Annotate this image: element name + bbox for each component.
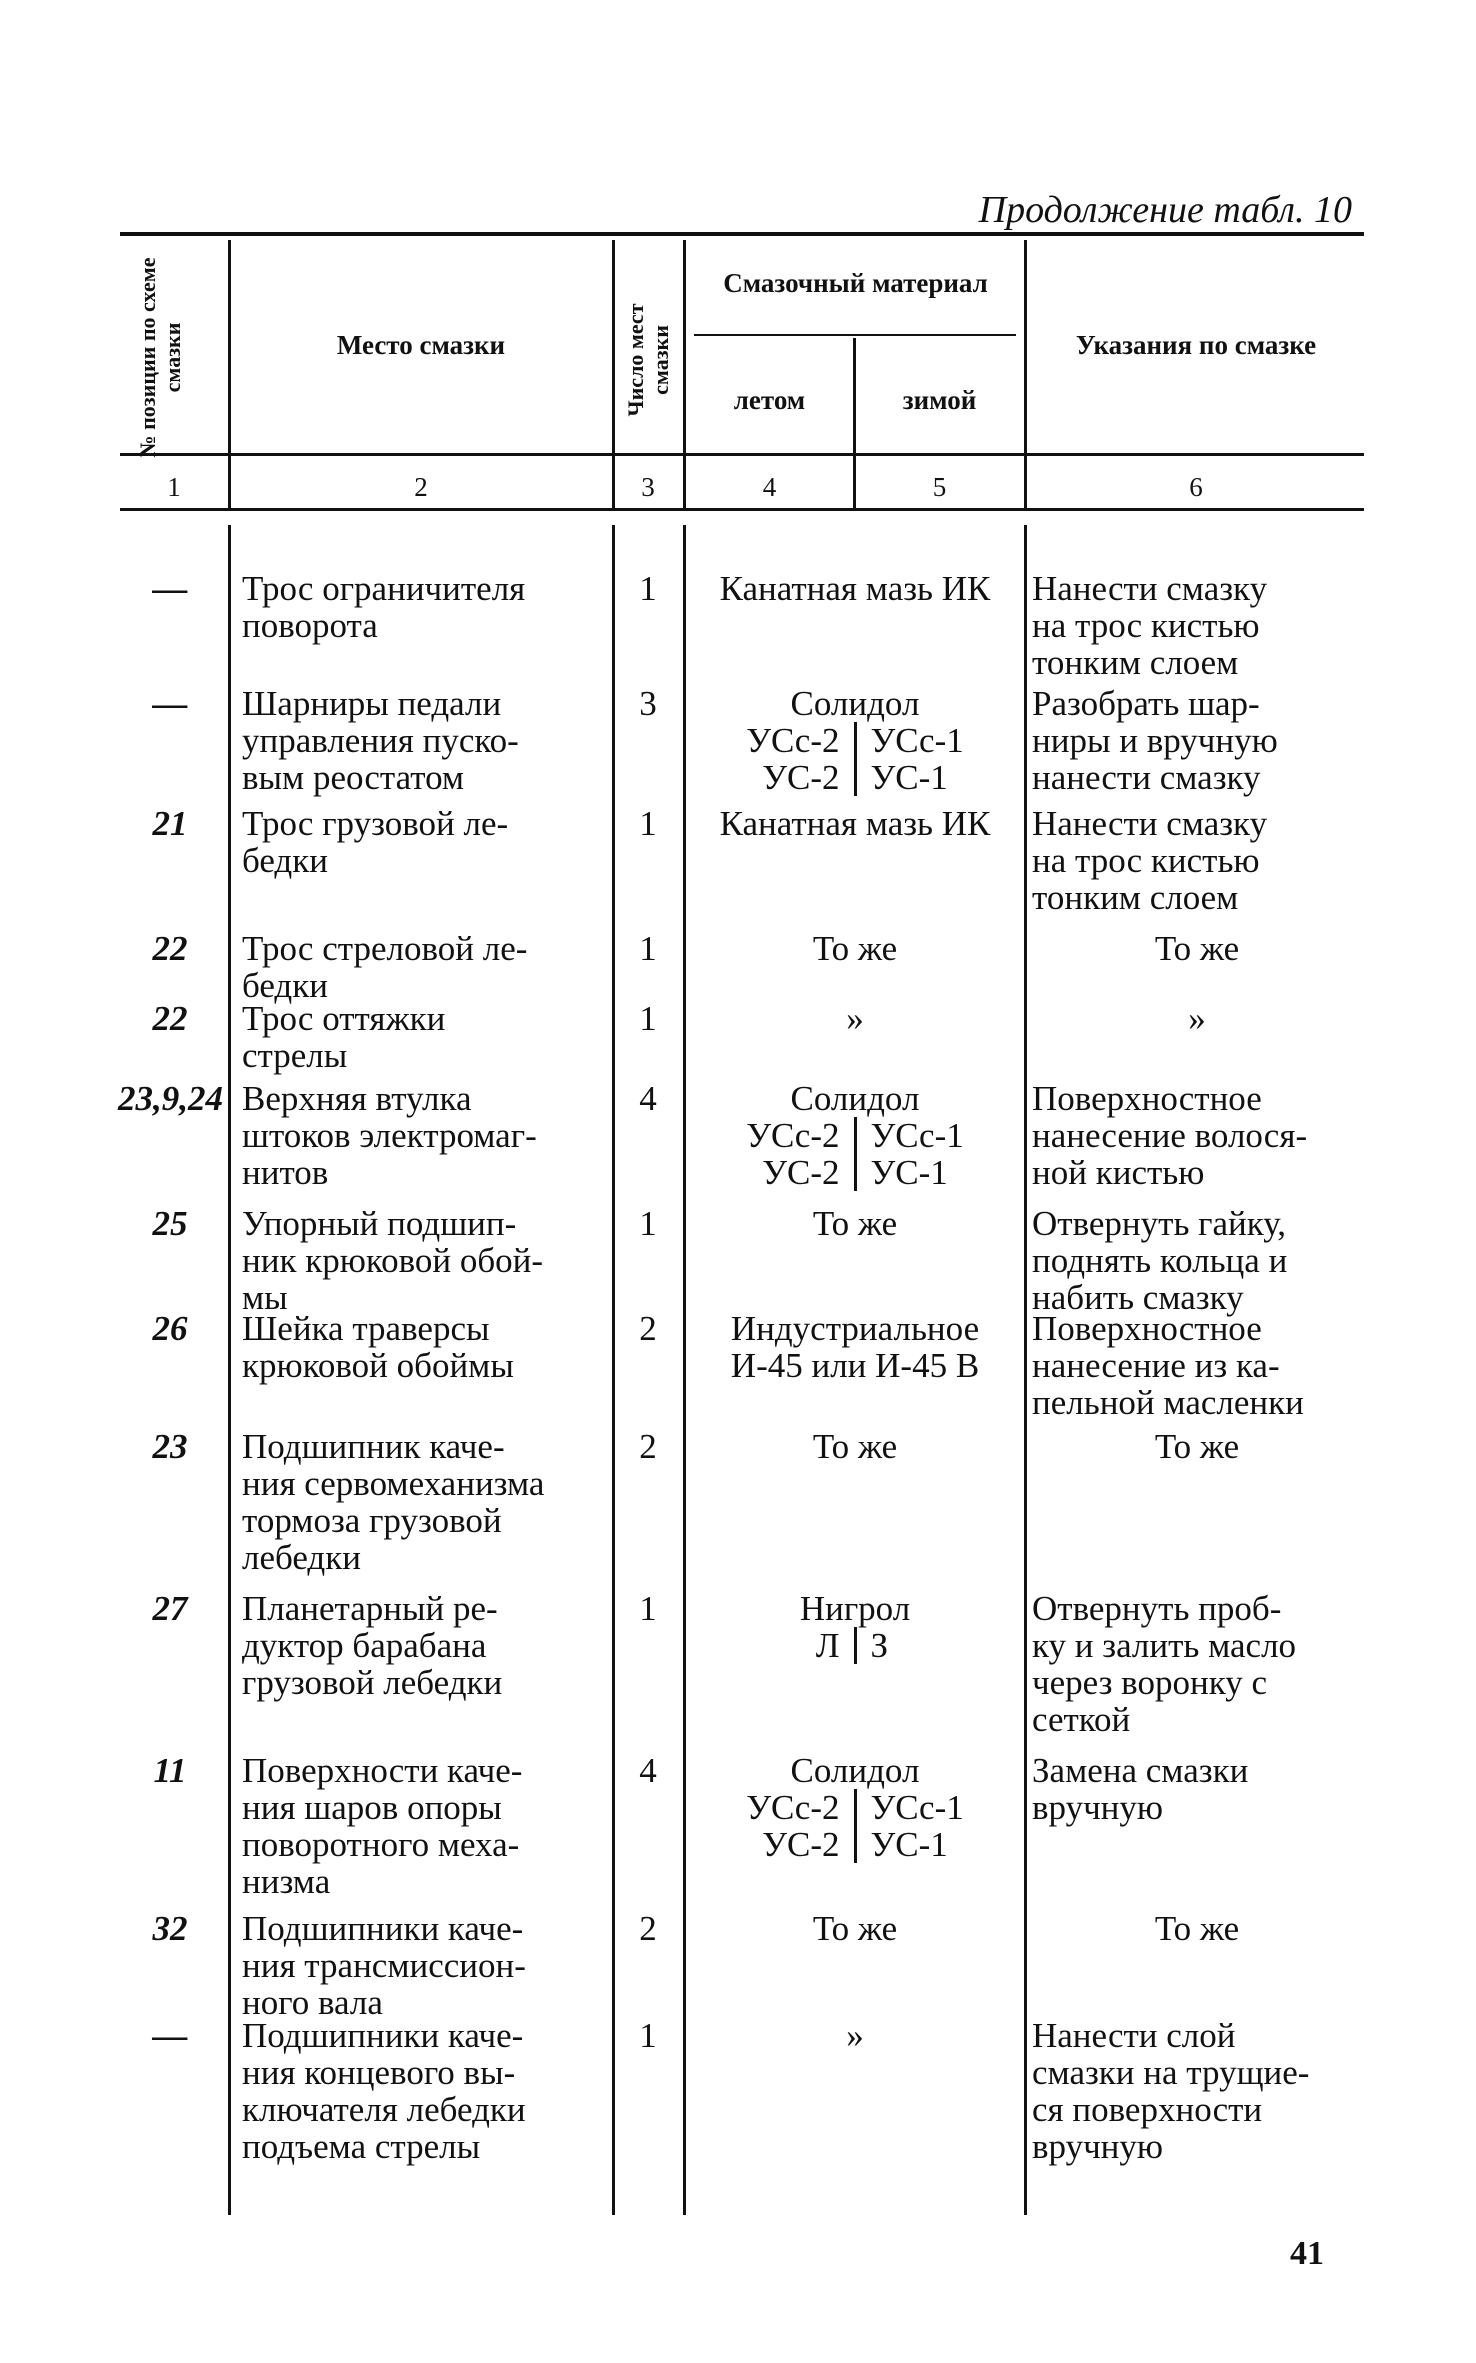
instruction-line: тонким слоем bbox=[1032, 878, 1239, 917]
lubricant-material bbox=[690, 685, 1020, 796]
points-count: 1 bbox=[639, 804, 657, 843]
lubrication-instructions bbox=[1032, 805, 1362, 916]
lubrication-place-line: Трос стреловой ле- bbox=[242, 929, 528, 968]
header-divider-5 bbox=[1024, 240, 1027, 510]
lubricant-line: Солидол bbox=[790, 1079, 920, 1118]
lubrication-place-line: Шарниры педали bbox=[242, 684, 502, 723]
lubrication-place bbox=[242, 685, 607, 796]
position-number: 22 bbox=[152, 929, 188, 968]
lubrication-place-line: Трос оттяжки bbox=[242, 999, 446, 1038]
header-points-count: Число мест смазки bbox=[623, 303, 673, 417]
instruction-line: ниры и вручную bbox=[1032, 721, 1278, 760]
lubrication-place-line: ния концевого вы- bbox=[242, 2053, 516, 2092]
lubrication-place bbox=[242, 1910, 607, 2021]
lubrication-place-line: Упорный подшип- bbox=[242, 1204, 517, 1243]
lubrication-instructions bbox=[1032, 1428, 1362, 1465]
instruction-line: тонким слоем bbox=[1032, 643, 1239, 682]
lubrication-place-line: нитов bbox=[242, 1153, 329, 1192]
lubrication-place-line: Планетарный ре- bbox=[242, 1589, 498, 1628]
points-count: 4 bbox=[639, 1751, 657, 1790]
instruction-line: Поверхностное bbox=[1032, 1309, 1262, 1348]
column-number-1: 1 bbox=[167, 472, 181, 502]
instruction-line: нанесение волося- bbox=[1032, 1116, 1308, 1155]
lubrication-place bbox=[242, 1752, 607, 1900]
lubrication-place-line: Подшипник каче- bbox=[242, 1427, 505, 1466]
instruction-line: Отвернуть проб- bbox=[1032, 1589, 1282, 1628]
winter-grade: УС-1 bbox=[870, 1825, 948, 1864]
winter-grade: УСс-1 bbox=[870, 1116, 964, 1155]
instruction-line: на трос кистью bbox=[1032, 606, 1260, 645]
table-top-rule bbox=[120, 232, 1364, 236]
lubrication-place-line: Шейка траверсы bbox=[242, 1309, 490, 1348]
lubrication-place bbox=[242, 930, 607, 1004]
lubricant-line: То же bbox=[812, 1909, 898, 1948]
lubricant-line: То же bbox=[812, 929, 898, 968]
position-number: 22 bbox=[152, 999, 188, 1038]
body-divider-3 bbox=[683, 525, 686, 2215]
summer-grade: УС-2 bbox=[710, 1154, 857, 1191]
lubrication-place-line: стрелы bbox=[242, 1036, 348, 1075]
lubrication-place-line: бедки bbox=[242, 966, 328, 1005]
lubrication-place-line: подъема стрелы bbox=[242, 2127, 481, 2166]
lubrication-place-line: управления пуско- bbox=[242, 721, 519, 760]
lubrication-instructions bbox=[1032, 1080, 1362, 1191]
winter-grade: УСс-1 bbox=[870, 721, 964, 760]
lubricant-grade-pair bbox=[690, 1826, 1020, 1863]
column-number-5: 5 bbox=[932, 472, 947, 502]
instruction-line: сеткой bbox=[1032, 1700, 1131, 1739]
lubrication-instructions bbox=[1032, 1205, 1362, 1316]
column-number-3: 3 bbox=[641, 472, 655, 502]
lubrication-place bbox=[242, 1310, 607, 1384]
lubrication-place-line: поворотного меха- bbox=[242, 1825, 520, 1864]
header-instructions: Указания по смазке bbox=[1075, 330, 1317, 360]
instruction-line: ку и залить масло bbox=[1032, 1626, 1297, 1665]
summer-grade: УС-2 bbox=[710, 1826, 857, 1863]
instruction-line: смазки на трущие- bbox=[1032, 2053, 1310, 2092]
lubricant-line: » bbox=[846, 999, 864, 1038]
lubrication-place-line: Верхняя втулка bbox=[242, 1079, 472, 1118]
lubricant-material bbox=[690, 1428, 1020, 1465]
lubricant-material bbox=[690, 2017, 1020, 2054]
lubricant-line: Солидол bbox=[790, 1751, 920, 1790]
points-count: 1 bbox=[639, 1204, 657, 1243]
instruction-line: через воронку с bbox=[1032, 1663, 1267, 1702]
lubricant-line: Солидол bbox=[790, 684, 920, 723]
lubrication-instructions bbox=[1032, 1752, 1362, 1826]
lubrication-instructions bbox=[1032, 1910, 1362, 1947]
points-count: 2 bbox=[639, 1427, 657, 1466]
instruction-line: нанести смазку bbox=[1032, 758, 1261, 797]
instruction-line: » bbox=[1188, 999, 1206, 1038]
points-count: 1 bbox=[639, 929, 657, 968]
lubrication-place-line: поворота bbox=[242, 606, 378, 645]
lubrication-place bbox=[242, 805, 607, 879]
lubricant-grade-pair bbox=[690, 1117, 1020, 1154]
lubrication-instructions bbox=[1032, 685, 1362, 796]
winter-grade: З bbox=[870, 1626, 889, 1665]
lubrication-place-line: мы bbox=[242, 1278, 288, 1317]
points-count: 1 bbox=[639, 2016, 657, 2055]
winter-grade: УС-1 bbox=[870, 1153, 948, 1192]
instruction-line: То же bbox=[1154, 1909, 1240, 1948]
instruction-line: Нанести слой bbox=[1032, 2016, 1236, 2055]
lubrication-place-line: ния трансмиссион- bbox=[242, 1946, 526, 1985]
column-number-2: 2 bbox=[414, 472, 428, 502]
lubrication-place-line: ния шаров опоры bbox=[242, 1788, 502, 1827]
lubrication-place bbox=[242, 570, 607, 644]
lubrication-place-line: крюковой обоймы bbox=[242, 1346, 514, 1385]
instruction-line: ся поверхности bbox=[1032, 2090, 1263, 2129]
lubrication-instructions bbox=[1032, 2017, 1362, 2165]
summer-grade: УС-2 bbox=[710, 759, 857, 796]
lubricant-grade-pair bbox=[690, 1627, 1020, 1664]
points-count: 3 bbox=[639, 684, 657, 723]
lubricant-material bbox=[690, 1910, 1020, 1947]
position-number: 32 bbox=[152, 1909, 188, 1948]
lubricant-grade-pair bbox=[690, 1789, 1020, 1826]
lubrication-place-line: Трос грузовой ле- bbox=[242, 804, 509, 843]
header-lubrication-place: Место смазки bbox=[336, 330, 506, 360]
lubrication-place-line: дуктор барабана bbox=[242, 1626, 487, 1665]
page-number: 41 bbox=[1290, 2235, 1324, 2272]
instruction-line: Отвернуть гайку, bbox=[1032, 1204, 1287, 1243]
points-count: 4 bbox=[639, 1079, 657, 1118]
lubricant-grade-pair bbox=[690, 722, 1020, 759]
lubricant-material bbox=[690, 1310, 1020, 1384]
lubricant-material bbox=[690, 1752, 1020, 1863]
points-count: 1 bbox=[639, 569, 657, 608]
position-number: 27 bbox=[152, 1589, 188, 1628]
body-divider-5 bbox=[1024, 525, 1027, 2215]
lubrication-place-line: штоков электромаг- bbox=[242, 1116, 537, 1155]
lubricant-material bbox=[690, 930, 1020, 967]
instruction-line: пельной масленки bbox=[1032, 1383, 1304, 1422]
lubricant-material bbox=[690, 805, 1020, 842]
instruction-line: Замена смазки bbox=[1032, 1751, 1249, 1790]
instruction-line: поднять кольца и bbox=[1032, 1241, 1288, 1280]
lubricant-material bbox=[690, 570, 1020, 607]
instruction-line: Нанести смазку bbox=[1032, 569, 1268, 608]
lubrication-instructions bbox=[1032, 930, 1362, 967]
header-divider-1 bbox=[228, 240, 231, 510]
instruction-line: на трос кистью bbox=[1032, 841, 1260, 880]
lubrication-place-line: низма bbox=[242, 1862, 331, 1901]
lubrication-place-line: Подшипники каче- bbox=[242, 2016, 524, 2055]
lubricant-material bbox=[690, 1080, 1020, 1191]
instruction-line: Нанести смазку bbox=[1032, 804, 1268, 843]
position-number: — bbox=[152, 2016, 188, 2055]
column-number-4: 4 bbox=[762, 472, 777, 502]
lubricant-line: Канатная мазь ИК bbox=[719, 569, 991, 608]
body-divider-1 bbox=[228, 525, 231, 2215]
body-divider-2 bbox=[612, 525, 615, 2215]
lubricant-material bbox=[690, 1000, 1020, 1037]
lubricant-material bbox=[690, 1590, 1020, 1664]
instruction-line: Разобрать шар- bbox=[1032, 684, 1260, 723]
lubrication-instructions bbox=[1032, 570, 1362, 681]
lubrication-place-line: Поверхности каче- bbox=[242, 1751, 523, 1790]
column-number-6: 6 bbox=[1189, 472, 1203, 502]
points-count: 2 bbox=[639, 1309, 657, 1348]
lubrication-place-line: ния сервомеханизма bbox=[242, 1464, 545, 1503]
header-divider-4 bbox=[853, 338, 856, 510]
lubricant-grade-pair bbox=[690, 759, 1020, 796]
position-number: 11 bbox=[153, 1751, 187, 1790]
instruction-line: набить смазку bbox=[1032, 1278, 1244, 1317]
position-number: 23 bbox=[152, 1427, 188, 1466]
winter-grade: УСс-1 bbox=[870, 1788, 964, 1827]
lubricant-line: Канатная мазь ИК bbox=[719, 804, 991, 843]
header-lubricant: Смазочный материал bbox=[723, 268, 988, 298]
instruction-line: вручную bbox=[1032, 1788, 1164, 1827]
lubricant-line: То же bbox=[812, 1204, 898, 1243]
header-winter: зимой bbox=[902, 385, 977, 415]
lubrication-instructions bbox=[1032, 1000, 1362, 1037]
position-number: 23,9,24 bbox=[118, 1079, 223, 1118]
instruction-line: ной кистью bbox=[1032, 1153, 1205, 1192]
points-count: 2 bbox=[639, 1909, 657, 1948]
lubricant-line: То же bbox=[812, 1427, 898, 1466]
summer-grade: УСс-2 bbox=[710, 722, 857, 759]
lubrication-place bbox=[242, 2017, 607, 2165]
header-summer: летом bbox=[733, 385, 806, 415]
header-mid-rule bbox=[694, 334, 1016, 336]
header-divider-2 bbox=[612, 240, 615, 510]
table-continuation-caption: Продолжение табл. 10 bbox=[978, 189, 1352, 231]
instruction-line: То же bbox=[1154, 1427, 1240, 1466]
header-divider-3 bbox=[683, 240, 686, 510]
lubrication-place bbox=[242, 1080, 607, 1191]
number-row-bottom-rule bbox=[120, 508, 1364, 511]
position-number: 25 bbox=[152, 1204, 188, 1243]
points-count: 1 bbox=[639, 1589, 657, 1628]
winter-grade: УС-1 bbox=[870, 758, 948, 797]
position-number: 26 bbox=[152, 1309, 188, 1348]
lubrication-place bbox=[242, 1590, 607, 1701]
lubrication-place-line: грузовой лебедки bbox=[242, 1663, 503, 1702]
position-number: — bbox=[152, 569, 188, 608]
lubricant-line: И-45 или И-45 В bbox=[730, 1346, 980, 1385]
lubrication-place-line: лебедки bbox=[242, 1538, 361, 1577]
lubrication-place-line: ного вала bbox=[242, 1983, 383, 2022]
lubricant-line: Нигрол bbox=[799, 1589, 911, 1628]
lubrication-place-line: ключателя лебедки bbox=[242, 2090, 526, 2129]
lubricant-line: Индустриальное bbox=[730, 1309, 980, 1348]
lubrication-place-line: Подшипники каче- bbox=[242, 1909, 524, 1948]
instruction-line: То же bbox=[1154, 929, 1240, 968]
instruction-line: нанесение из ка- bbox=[1032, 1346, 1280, 1385]
lubrication-place bbox=[242, 1205, 607, 1316]
position-number: 21 bbox=[152, 804, 188, 843]
lubricant-material bbox=[690, 1205, 1020, 1242]
position-number: — bbox=[152, 684, 188, 723]
lubrication-place bbox=[242, 1000, 607, 1074]
lubrication-place-line: вым реостатом bbox=[242, 758, 465, 797]
summer-grade: Л bbox=[710, 1627, 857, 1664]
lubrication-place-line: ник крюковой обой- bbox=[242, 1241, 544, 1280]
lubrication-place-line: Трос ограничителя bbox=[242, 569, 526, 608]
lubricant-grade-pair bbox=[690, 1154, 1020, 1191]
lubrication-instructions bbox=[1032, 1310, 1362, 1421]
instruction-line: Поверхностное bbox=[1032, 1079, 1262, 1118]
lubricant-line: » bbox=[846, 2016, 864, 2055]
instruction-line: вручную bbox=[1032, 2127, 1164, 2166]
summer-grade: УСс-2 bbox=[710, 1789, 857, 1826]
lubrication-instructions bbox=[1032, 1590, 1362, 1738]
lubrication-place bbox=[242, 1428, 607, 1576]
points-count: 1 bbox=[639, 999, 657, 1038]
lubrication-place-line: тормоза грузовой bbox=[242, 1501, 502, 1540]
lubrication-place-line: бедки bbox=[242, 841, 328, 880]
header-bottom-rule bbox=[120, 453, 1364, 456]
summer-grade: УСс-2 bbox=[710, 1117, 857, 1154]
header-position-number: № позиции по схеме смазки bbox=[135, 257, 185, 458]
